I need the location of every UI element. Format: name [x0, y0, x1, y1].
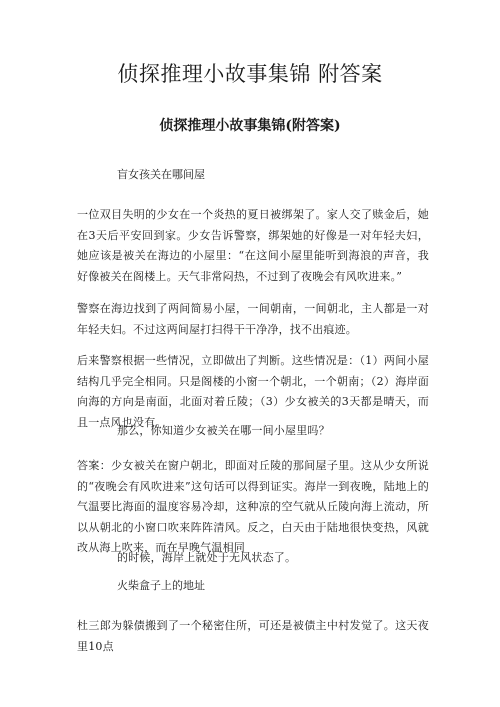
story1-paragraph-3: 后来警察根据一些情况，立即做出了判断。这些情况是：（1）两间小屋结构几乎完全相同。只是阁楼的小窗一个朝北，一个朝南；（2）海岸面向海的方向是南面，北面对着丘陵；（3）少女被关的3天都是晴天，而且一点风也没有。	[77, 354, 429, 429]
story1-answer-end: 的时候，海岸上就处于无风状态了。	[117, 551, 297, 564]
story1-paragraph-2: 警察在海边找到了两间简易小屋，一间朝南，一间朝北，主人都是一对年轻夫妇。不过这两间屋打扫得干干净净，找不出痕迹。	[77, 302, 429, 336]
story1-answer: 答案：少女被关在窗户朝北，即面对丘陵的那间屋子里。这从少女所说的“夜晚会有风吹进来”这句话可以得到证实。海岸一到夜晚，陆地上的气温要比海面的温度容易冷却，这种凉的空气就从丘陵向海上流动，所以从朝北的小窗口吹来阵阵清风。反之，白天由于陆地很快变热，风就改从海上吹来，而在早晚气温相同	[77, 459, 429, 554]
story1-question: 那么，你知道少女被关在哪一间小屋里吗？	[117, 424, 330, 437]
document-title: 侦探推理小故事集锦 附答案	[117, 62, 383, 86]
document-subtitle: 侦探推理小故事集锦(附答案)	[159, 118, 341, 134]
story2-heading: 火柴盒子上的地址	[117, 579, 205, 592]
story1-heading: 盲女孩关在哪间屋	[117, 168, 205, 181]
story2-paragraph-1: 杜三郎为躲债搬到了一个秘密住所，可还是被债主中村发觉了。这天夜里10点	[77, 619, 429, 653]
story1-paragraph-1: 一位双目失明的少女在一个炎热的夏日被绑架了。家人交了赎金后，她在3天后平安回到家。少女告诉警察，绑架她的好像是一对年轻夫妇，她应该是被关在海边的小屋里：“在这间小屋里能听到海浪的声音，我好像被关在阁楼上。天气非常闷热，不过到了夜晚会有风吹进来。”	[77, 208, 429, 283]
